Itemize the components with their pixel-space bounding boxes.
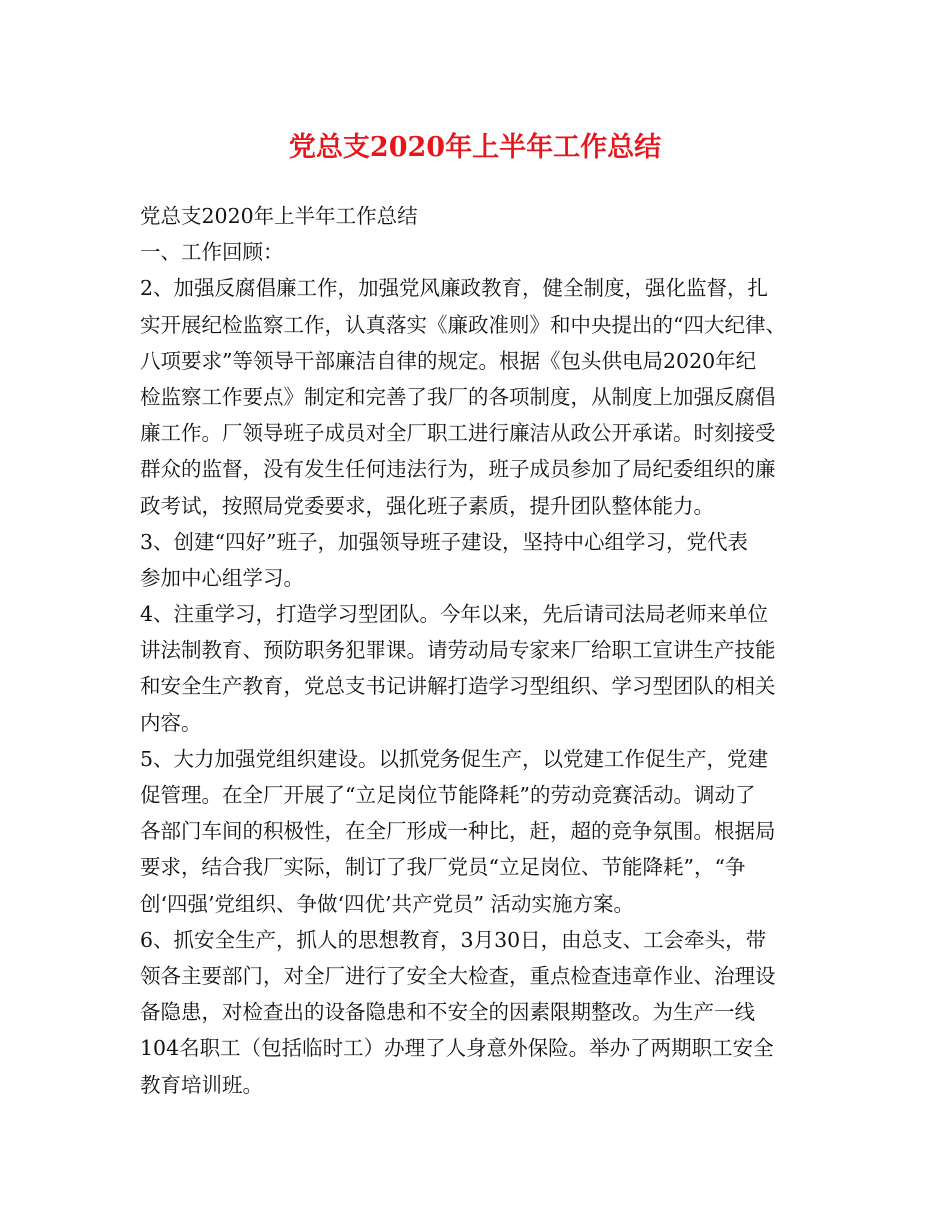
body-line: 廉工作。厂领导班子成员对全厂职工进行廉洁从政公开承诺。时刻接受 [140,421,776,446]
body-line: 和安全生产教育，党总支书记讲解打造学习型组织、学习型团队的相关 [140,674,776,699]
document-body [140,198,820,1103]
body-line: 3、创建“四好”班子，加强领导班子建设，坚持中心组学习，党代表 [140,529,749,554]
body-line: 4、注重学习，打造学习型团队。今年以来，先后请司法局老师来单位 [140,602,769,627]
body-line: 促管理。在全厂开展了“立足岗位节能降耗”的劳动竞赛活动。调动了 [140,783,756,807]
body-line: 104名职工（包括临时工）办理了人身意外保险。举办了两期职工安全 [140,1036,774,1061]
body-line: 八项要求”等领导干部廉洁自律的规定。根据《包头供电局2020年纪 [140,348,757,373]
body-line: 政考试，按照局党委要求，强化班子素质，提升团队整体能力。 [140,493,714,518]
body-line: 各部门车间的积极性，在全厂形成一种比，赶，超的竞争氛围。根据局 [140,819,776,844]
body-line: 5、大力加强党组织建设。以抓党务促生产，以党建工作促生产，党建 [140,746,769,771]
body-line: 2、加强反腐倡廉工作，加强党风廉政教育，健全制度，强化监督，扎 [140,276,769,301]
body-line: 一、工作回顾： [140,240,284,265]
body-line: 教育培训班。 [140,1072,263,1097]
body-line: 实开展纪检监察工作，认真落实《廉政准则》和中央提出的“四大纪律、 [140,312,786,337]
body-line: 党总支2020年上半年工作总结 [140,204,418,228]
body-line: 群众的监督，没有发生任何违法行为，班子成员参加了局纪委组织的廉 [140,457,776,482]
body-line: 备隐患，对检查出的设备隐患和不安全的因素限期整改。为生产一线 [140,1000,755,1025]
body-line: 内容。 [140,710,202,735]
body-line: 要求，结合我厂实际，制订了我厂党员“立足岗位、节能降耗”，“争 [140,855,746,880]
body-line: 领各主要部门，对全厂进行了安全大检查，重点检查违章作业、治理设 [140,963,776,988]
document-title: 党总支2020年上半年工作总结 [288,132,662,163]
body-line: 参加中心组学习。 [140,565,304,590]
body-line: 6、抓安全生产，抓人的思想教育，3月30日，由总支、工会牵头，带 [140,927,767,952]
body-line: 讲法制教育、预防职务犯罪课。请劳动局专家来厂给职工宣讲生产技能 [140,638,776,663]
body-line: 创‘四强’党组织、争做‘四优’共产党员” 活动实施方案。 [140,891,635,916]
body-line: 检监察工作要点》制定和完善了我厂的各项制度，从制度上加强反腐倡 [140,384,776,409]
